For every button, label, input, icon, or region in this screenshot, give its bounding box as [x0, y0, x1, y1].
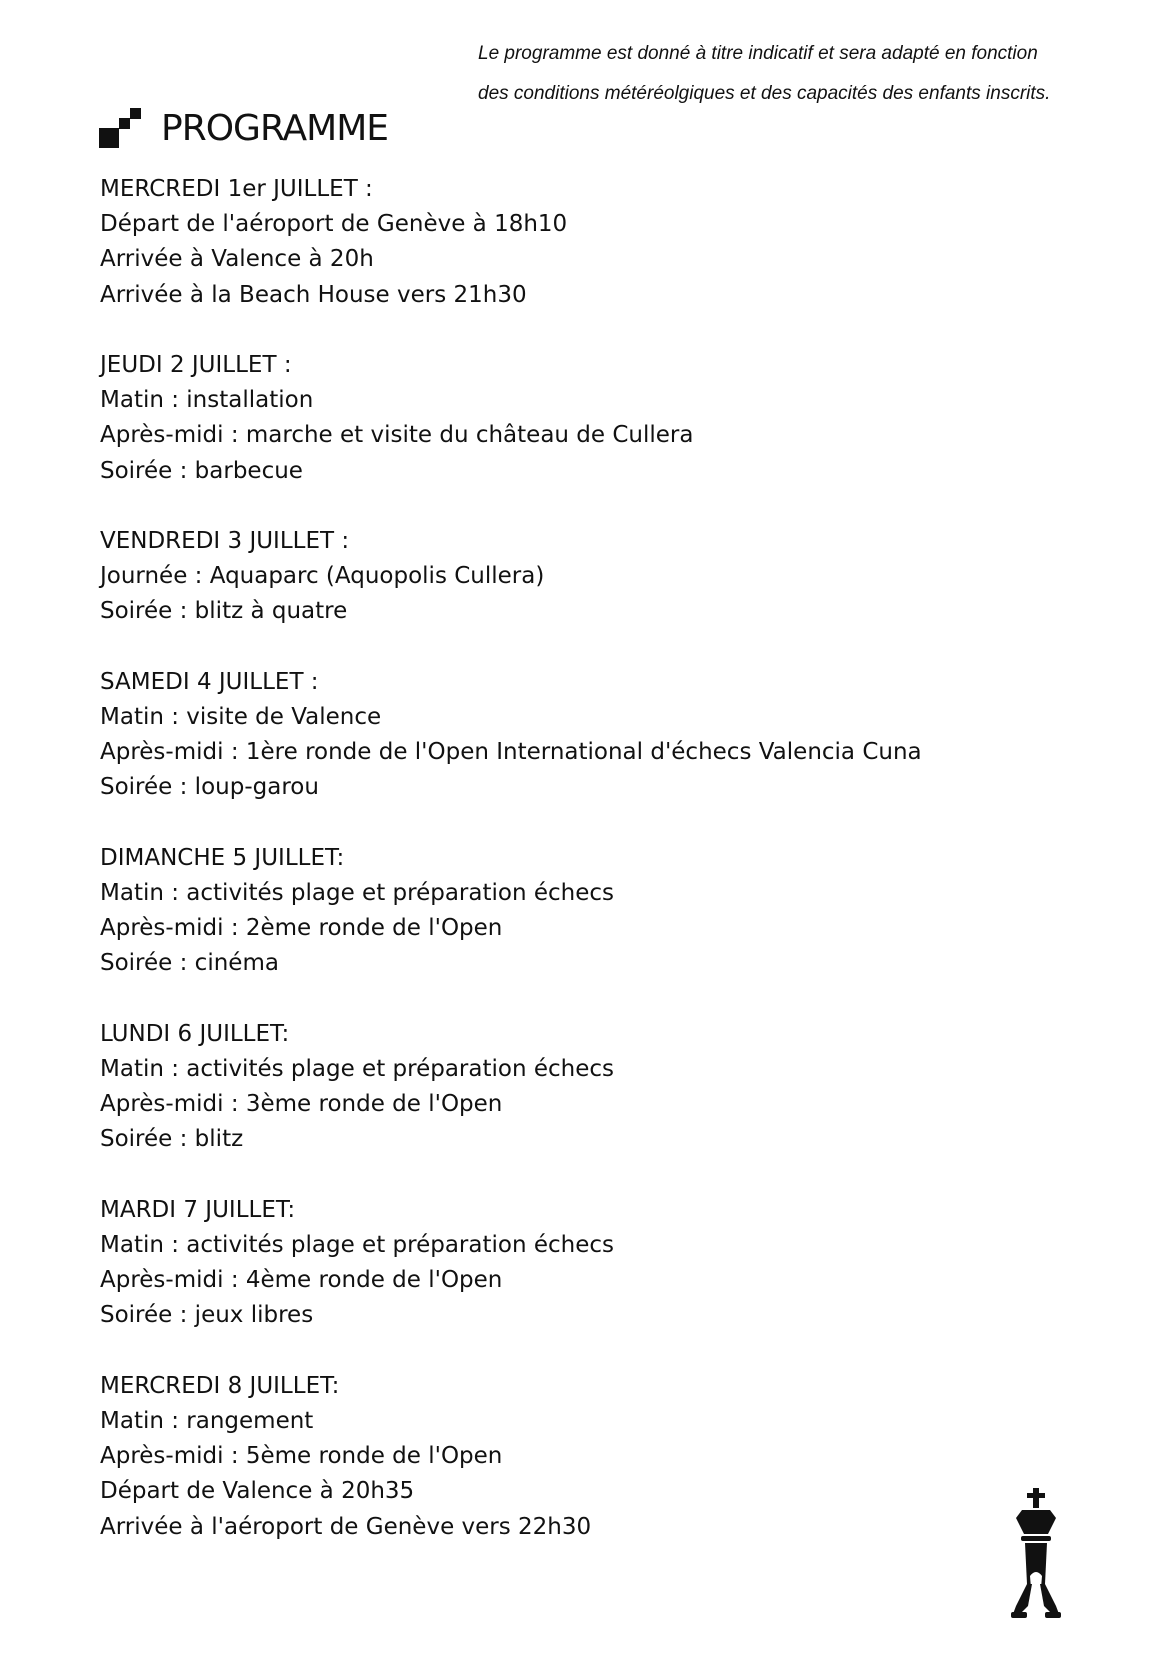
- day-title: MERCREDI 1er JUILLET :: [100, 176, 373, 202]
- schedule-line: Arrivée à la Beach House vers 21h30: [100, 281, 527, 308]
- schedule-line: Matin : rangement: [100, 1408, 314, 1434]
- schedule-line: Matin : activités plage et préparation échecs: [100, 1056, 614, 1082]
- disclaimer-line: Le programme est donné à titre indicatif et sera adapté en fonction: [478, 43, 1038, 64]
- schedule-line: Après-midi : 2ème ronde de l'Open: [100, 915, 503, 942]
- day-block: [100, 665, 1000, 806]
- schedule-line: Départ de Valence à 20h35: [100, 1478, 415, 1505]
- schedule-line: Après-midi : 3ème ronde de l'Open: [100, 1091, 503, 1118]
- day-block: [100, 841, 1000, 982]
- day-title: MARDI 7 JUILLET:: [100, 1196, 296, 1223]
- day-block: [100, 1017, 1000, 1158]
- disclaimer-note: [478, 34, 1098, 114]
- schedule-line: Soirée : barbecue: [100, 457, 303, 484]
- schedule-line: Matin : activités plage et préparation échecs: [100, 880, 614, 906]
- schedule-line: Arrivée à Valence à 20h: [100, 246, 374, 273]
- day-block: [100, 348, 1000, 489]
- day-title: DIMANCHE 5 JUILLET:: [100, 844, 345, 871]
- schedule-line: Journée : Aquaparc (Aquopolis Cullera): [100, 563, 545, 590]
- page-title: PROGRAMME: [161, 107, 389, 149]
- disclaimer-line: des conditions météréolgiques et des capacités des enfants inscrits.: [478, 83, 1051, 104]
- day-block: [100, 1193, 1000, 1334]
- programme-header: [99, 106, 388, 150]
- schedule-line: Soirée : blitz: [100, 1126, 244, 1153]
- schedule-line: Soirée : blitz à quatre: [100, 598, 348, 625]
- day-title: SAMEDI 4 JUILLET :: [100, 668, 319, 695]
- schedule-line: Matin : activités plage et préparation échecs: [100, 1232, 614, 1258]
- schedule: [100, 172, 1000, 1580]
- schedule-line: Après-midi : 4ème ronde de l'Open: [100, 1267, 503, 1294]
- schedule-line: Après-midi : 1ère ronde de l'Open International d'échecs Valencia Cuna: [100, 739, 922, 766]
- chess-king-icon: [1008, 1488, 1064, 1620]
- schedule-line: Après-midi : 5ème ronde de l'Open: [100, 1443, 503, 1470]
- schedule-line: Arrivée à l'aéroport de Genève vers 22h30: [100, 1513, 592, 1540]
- day-block: [100, 524, 1000, 630]
- day-title: LUNDI 6 JUILLET:: [100, 1020, 290, 1047]
- day-block: [100, 172, 1000, 313]
- schedule-line: Soirée : cinéma: [100, 950, 279, 977]
- black-squares-logo-icon: [99, 108, 141, 148]
- day-block: [100, 1369, 1000, 1545]
- schedule-line: Soirée : jeux libres: [100, 1302, 314, 1329]
- schedule-line: Départ de l'aéroport de Genève à 18h10: [100, 211, 568, 238]
- schedule-line: Soirée : loup-garou: [100, 774, 319, 801]
- day-title: MERCREDI 8 JUILLET:: [100, 1372, 340, 1399]
- day-title: JEUDI 2 JUILLET :: [100, 352, 292, 378]
- schedule-line: Matin : visite de Valence: [100, 704, 382, 730]
- schedule-line: Après-midi : marche et visite du château de Cullera: [100, 422, 694, 449]
- schedule-line: Matin : installation: [100, 387, 314, 414]
- day-title: VENDREDI 3 JUILLET :: [100, 528, 350, 554]
